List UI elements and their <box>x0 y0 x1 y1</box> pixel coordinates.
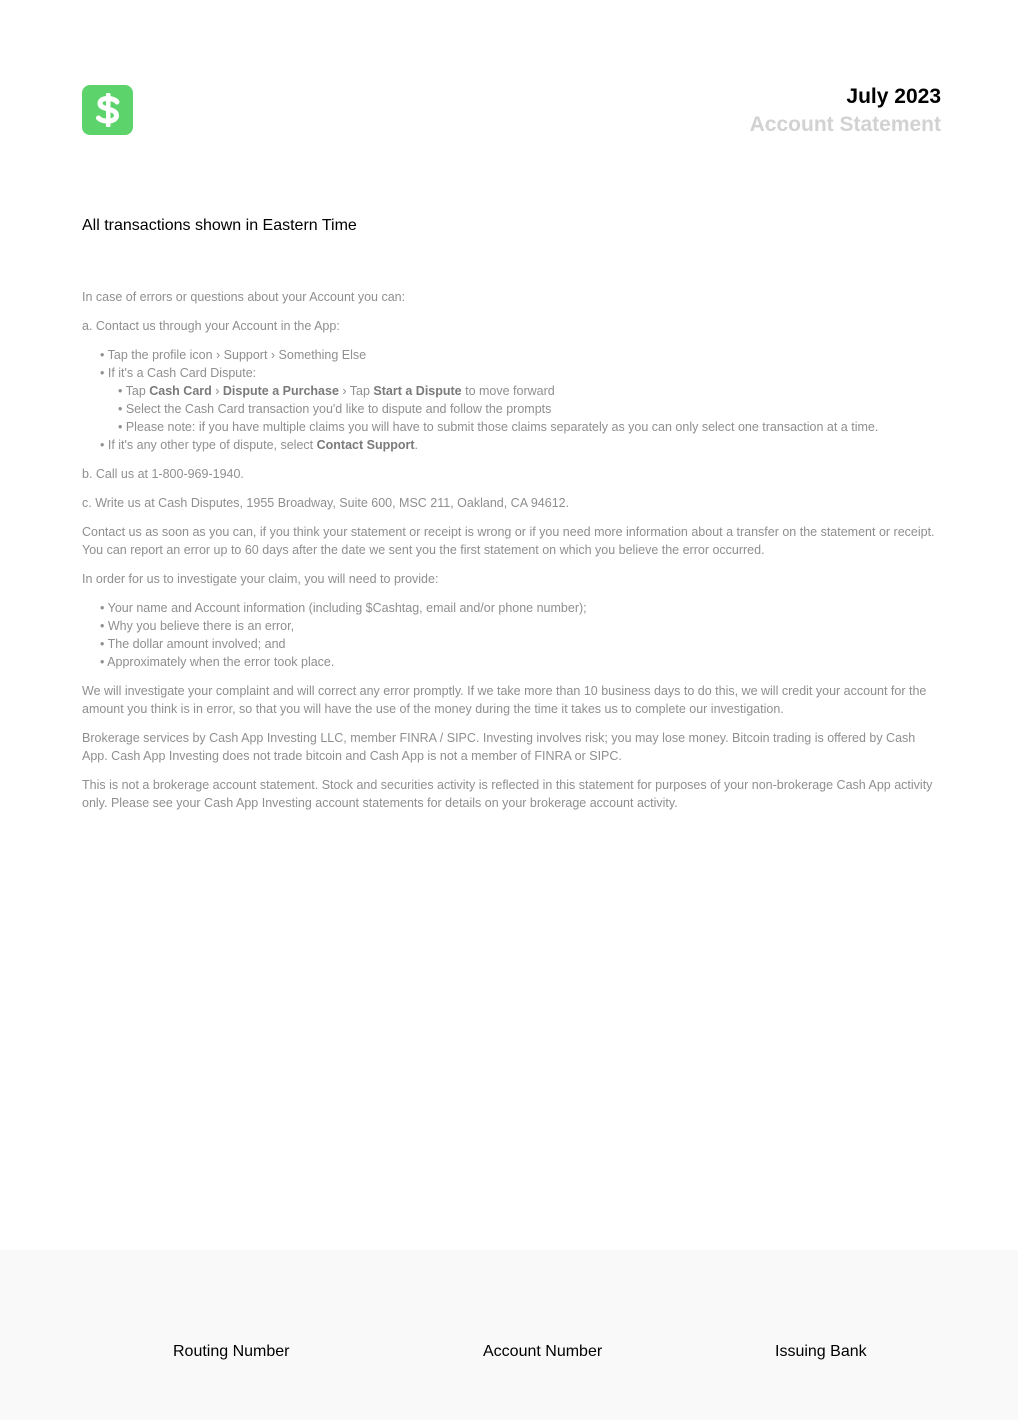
account-details-footer <box>0 1250 1018 1420</box>
option-c: c. Write us at Cash Disputes, 1955 Broadway, Suite 600, MSC 211, Oakland, CA 94612. <box>82 496 570 510</box>
statement-header <box>750 84 941 140</box>
investigation-policy: We will investigate your complaint and will correct any error promptly. If we take more than 10 business days to do this, we will credit your account for the amount you think is in error, so that you will have the use of the money during the time it takes us to complete our investigation. <box>82 684 927 716</box>
app-contact-steps <box>82 346 940 454</box>
error-resolution-disclosures <box>82 288 940 823</box>
timezone-note: All transactions shown in Eastern Time <box>82 217 357 234</box>
list-item: • Why you believe there is an error, <box>100 619 295 633</box>
list-item: • Approximately when the error took place. <box>100 655 335 669</box>
card-dispute-heading: • If it's a Cash Card Dispute: <box>100 366 257 380</box>
issuing-bank-label: Issuing Bank <box>775 1343 867 1360</box>
card-dispute-tap-step: • Tap Cash Card › Dispute a Purchase › Tap Start a Dispute to move forward <box>118 384 555 398</box>
start-dispute-term: Start a Dispute <box>373 384 462 398</box>
claim-requirements-list <box>82 599 940 671</box>
profile-path-step: • Tap the profile icon › Support › Something Else <box>100 348 367 362</box>
dollar-sign-icon <box>93 91 123 129</box>
select-transaction-step: • Select the Cash Card transaction you'd like to dispute and follow the prompts <box>118 402 552 416</box>
account-number-label: Account Number <box>483 1343 603 1360</box>
non-brokerage-notice: This is not a brokerage account statement. Stock and securities activity is reflected in this statement for purposes of your non-brokerage Cash App activity only. Please see your Cash App Investing account statements for details on your brokerage account activity. <box>82 778 933 810</box>
investigate-intro: In order for us to investigate your claim, you will need to provide: <box>82 572 439 586</box>
option-a: a. Contact us through your Account in the App: <box>82 319 340 333</box>
multiple-claims-note: • Please note: if you have multiple claims you will have to submit those claims separately as you can only select one transaction at a time. <box>118 420 879 434</box>
cash-app-logo <box>82 85 133 135</box>
option-b: b. Call us at 1-800-969-1940. <box>82 467 244 481</box>
other-dispute-step: • If it's any other type of dispute, select Contact Support. <box>100 438 419 452</box>
contact-support-term: Contact Support <box>316 438 415 452</box>
brokerage-notice: Brokerage services by Cash App Investing LLC, member FINRA / SIPC. Investing involves risk; you may lose money. Bitcoin trading is offered by Cash App. Cash App Investing does not trade bitcoin and Cash App is not a member of FINRA or SIPC. <box>82 731 916 763</box>
dispute-purchase-term: Dispute a Purchase <box>222 384 339 398</box>
list-item: • Your name and Account information (including $Cashtag, email and/or phone number); <box>100 601 587 615</box>
document-title: Account Statement <box>749 113 941 136</box>
contact-soon-paragraph: Contact us as soon as you can, if you think your statement or receipt is wrong or if you need more information about a transfer on the statement or receipt. You can report an error up to 60 days after the date we sent you the first statement on which you believe the error occurred. <box>82 525 935 557</box>
cash-card-term: Cash Card <box>149 384 212 398</box>
routing-number-label: Routing Number <box>173 1343 290 1360</box>
list-item: • The dollar amount involved; and <box>100 637 286 651</box>
disclosure-intro: In case of errors or questions about your Account you can: <box>82 290 406 304</box>
statement-period: July 2023 <box>846 85 941 108</box>
